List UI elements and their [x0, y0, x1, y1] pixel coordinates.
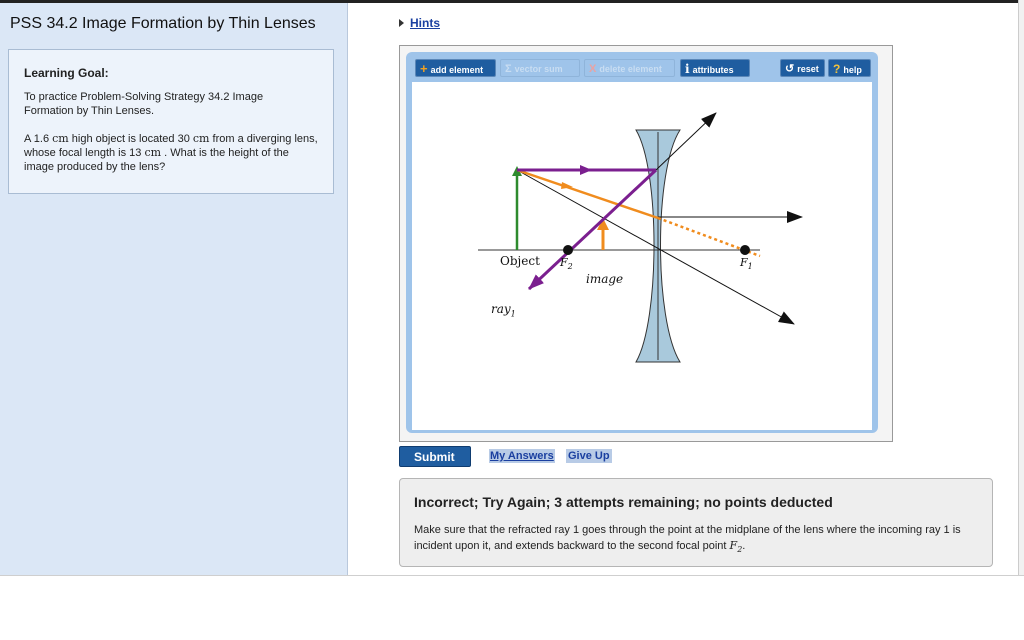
vector-sum-label: vector sum — [514, 64, 563, 74]
attributes-label: attributes — [692, 65, 734, 75]
hints-expand-icon[interactable] — [399, 19, 404, 27]
reset-icon: ↺ — [785, 63, 795, 75]
delete-element-button[interactable] — [584, 59, 675, 77]
f1-label — [740, 256, 753, 271]
right-edge-panel — [1018, 0, 1024, 575]
drawing-canvas[interactable] — [412, 82, 872, 430]
my-answers-link[interactable]: My Answers — [490, 450, 554, 462]
reset-button[interactable] — [780, 59, 825, 77]
question-part-a: A 1.6 — [24, 133, 53, 145]
focal-point-f1 — [740, 245, 750, 255]
hints-link[interactable]: Hints — [410, 16, 440, 30]
learning-goal-label: Learning Goal: — [24, 66, 109, 80]
reset-label: reset — [797, 64, 819, 74]
ray-label-sub: 1 — [510, 309, 516, 319]
info-icon: i — [685, 62, 690, 76]
give-up-link[interactable]: Give Up — [568, 450, 610, 462]
f1-letter: F — [740, 256, 748, 269]
image-label: image — [586, 272, 624, 286]
add-element-label: add element — [430, 65, 484, 75]
unit-cm: cm — [52, 132, 69, 145]
problem-question — [24, 132, 319, 174]
question-part-c: from a diverging lens, whose focal length is 13 — [24, 133, 318, 159]
unit-cm: cm — [144, 146, 162, 159]
problem-title: PSS 34.2 Image Formation by Thin Lenses — [10, 15, 316, 32]
question-part-d: . What is the height of the image produced by the lens? — [24, 147, 289, 173]
focal-point-f2 — [563, 245, 573, 255]
ray-2 — [517, 170, 658, 218]
delete-element-label: delete element — [599, 64, 662, 74]
object-label: Object — [500, 254, 540, 268]
ray-label-text: ray — [491, 302, 511, 316]
feedback-text — [414, 523, 974, 557]
unit-cm: cm — [192, 132, 210, 145]
bottom-divider — [0, 575, 1024, 576]
feedback-message: Make sure that the refracted ray 1 goes through the point at the midplane of the lens where the incoming ray 1 is incident upon it, and extends backward to the second focal point — [414, 524, 961, 552]
feedback-focal-symbol — [729, 539, 746, 555]
x-icon: X — [589, 63, 597, 75]
feedback-f-sub: 2 — [737, 545, 743, 555]
help-button[interactable] — [828, 59, 871, 77]
feedback-end: . — [742, 540, 746, 552]
feedback-box — [399, 478, 993, 567]
ray-diagram[interactable] — [412, 82, 872, 430]
question-icon: ? — [833, 62, 841, 76]
plus-icon: + — [420, 61, 428, 76]
feedback-f-letter: F — [729, 539, 738, 552]
feedback-title: Incorrect; Try Again; 3 attempts remaining; no points deducted — [414, 494, 833, 510]
help-label: help — [843, 65, 862, 75]
learning-goal-box — [8, 49, 334, 194]
add-element-button[interactable] — [415, 59, 496, 77]
f2-letter: F — [560, 256, 568, 269]
ray-1-arrowhead — [580, 165, 592, 175]
attributes-button[interactable] — [680, 59, 750, 77]
submit-button[interactable]: Submit — [399, 446, 471, 467]
f1-subscript: 1 — [747, 262, 753, 272]
sigma-icon: Σ — [505, 63, 512, 75]
f2-label — [560, 256, 573, 271]
ray1-label — [491, 302, 516, 318]
f2-subscript: 2 — [567, 262, 573, 272]
vector-sum-button[interactable] — [500, 59, 580, 77]
learning-goal-text: To practice Problem-Solving Strategy 34.2 Image Formation by Thin Lenses. — [24, 91, 264, 117]
left-panel — [0, 3, 348, 575]
question-part-b: high object is located 30 — [68, 133, 193, 145]
